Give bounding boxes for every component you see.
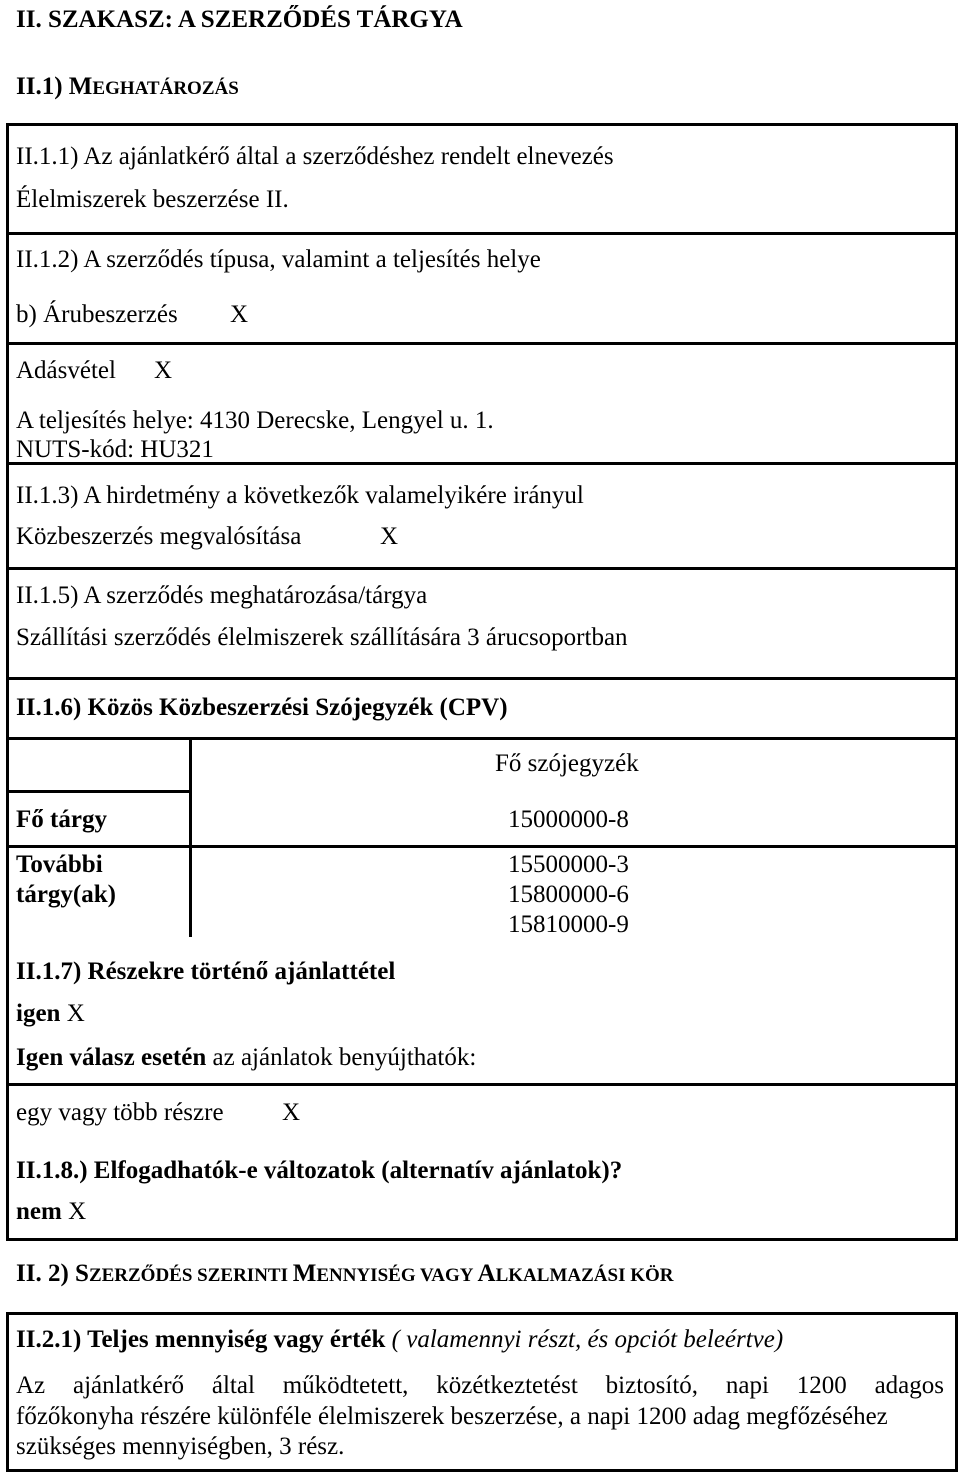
lots-answer — [16, 1000, 85, 1029]
s21-line-2: főzőkonyha részére különféle élelmiszerek beszerzése, a napi 1200 adag megfőzéséhez — [16, 1403, 888, 1430]
performance-place: A teljesítés helye: 4130 Derecske, Lengyel u. 1. — [16, 407, 494, 434]
divider — [6, 845, 958, 848]
definition-box — [6, 123, 958, 1241]
cpv-additional-label: tárgy(ak) — [16, 881, 116, 908]
divider — [6, 567, 958, 570]
lots-option-mark: X — [282, 1099, 301, 1126]
variants-answer-mark: X — [68, 1198, 87, 1225]
lots-condition — [16, 1044, 476, 1073]
divider — [6, 790, 192, 793]
cpv-main-code: 15000000-8 — [508, 806, 629, 833]
s2-title-part: ZERZŐDÉS SZERINTI — [88, 1265, 293, 1286]
procurement-label: Közbeszerzés megvalósítása — [16, 523, 302, 550]
s2-title-part: M — [292, 1260, 317, 1287]
cpv-additional-code: 15800000-6 — [508, 881, 629, 908]
s2-title-part: II. 2) S — [16, 1260, 89, 1287]
cpv-additional-code: 15810000-9 — [508, 911, 629, 938]
cpv-column-header: Fő szójegyzék — [495, 750, 639, 777]
s2-title-part: A — [477, 1260, 496, 1287]
s115-value: Szállítási szerződés élelmiszerek szállítására 3 árucsoportban — [16, 624, 628, 651]
cpv-column-divider — [189, 737, 192, 937]
procurement-mark: X — [380, 523, 399, 550]
contract-type-mark: X — [230, 301, 249, 328]
s21-heading-note: ( valamennyi részt, és opciót beleértve) — [385, 1326, 784, 1353]
purchase-mark: X — [154, 357, 173, 384]
subsection-title — [16, 73, 239, 102]
variants-answer-value: nem — [16, 1198, 62, 1225]
s21-line-3: szükséges mennyiségben, 3 rész. — [16, 1433, 345, 1460]
s111-value: Élelmiszerek beszerzése II. — [16, 186, 289, 213]
s113-heading: II.1.3) A hirdetmény a következők valamelyikére irányul — [16, 482, 584, 509]
s2-title — [16, 1260, 674, 1289]
s118-heading: II.1.8.) Elfogadhatók-e változatok (alternatív ajánlatok)? — [16, 1157, 623, 1184]
s21-line-1: Az ajánlatkérő által működtetett, közétkeztetést biztosító, napi 1200 adagos — [16, 1372, 944, 1399]
subsection-title-rest: EGHATÁROZÁS — [92, 78, 239, 99]
divider — [6, 677, 958, 680]
cpv-additional-code: 15500000-3 — [508, 851, 629, 878]
s115-heading: II.1.5) A szerződés meghatározása/tárgya — [16, 582, 428, 609]
lots-condition-rest: az ajánlatok benyújthatók: — [206, 1044, 477, 1071]
divider — [6, 737, 958, 740]
divider — [6, 342, 958, 345]
cpv-additional-label: További — [16, 851, 103, 878]
contract-type-label: b) Árubeszerzés — [16, 301, 178, 328]
s116-heading: II.1.6) Közös Közbeszerzési Szójegyzék (CPV) — [16, 694, 508, 721]
s21-heading — [16, 1326, 783, 1355]
lots-option: egy vagy több részre — [16, 1099, 224, 1126]
s111-heading: II.1.1) Az ajánlatkérő által a szerződéshez rendelt elnevezés — [16, 143, 614, 170]
subsection-title-prefix: II.1) M — [16, 73, 93, 100]
lots-condition-bold: Igen válasz esetén — [16, 1044, 207, 1071]
section-title: II. SZAKASZ: A SZERZŐDÉS TÁRGYA — [16, 6, 463, 33]
lots-answer-value: igen — [16, 1000, 61, 1027]
nuts-code: NUTS-kód: HU321 — [16, 436, 214, 463]
s2-title-part: ENNYISÉG VAGY — [316, 1265, 478, 1286]
lots-answer-mark: X — [66, 1000, 85, 1027]
divider — [6, 232, 958, 235]
s21-heading-text: II.2.1) Teljes mennyiség vagy érték — [16, 1326, 386, 1353]
s117-heading: II.1.7) Részekre történő ajánlattétel — [16, 958, 396, 985]
variants-answer — [16, 1198, 86, 1227]
cpv-main-label: Fő tárgy — [16, 806, 107, 833]
divider — [6, 1083, 958, 1086]
s2-title-part: LKALMAZÁSI KÖR — [495, 1265, 674, 1286]
purchase-label: Adásvétel — [16, 357, 116, 384]
s112-heading: II.1.2) A szerződés típusa, valamint a teljesítés helye — [16, 246, 541, 273]
